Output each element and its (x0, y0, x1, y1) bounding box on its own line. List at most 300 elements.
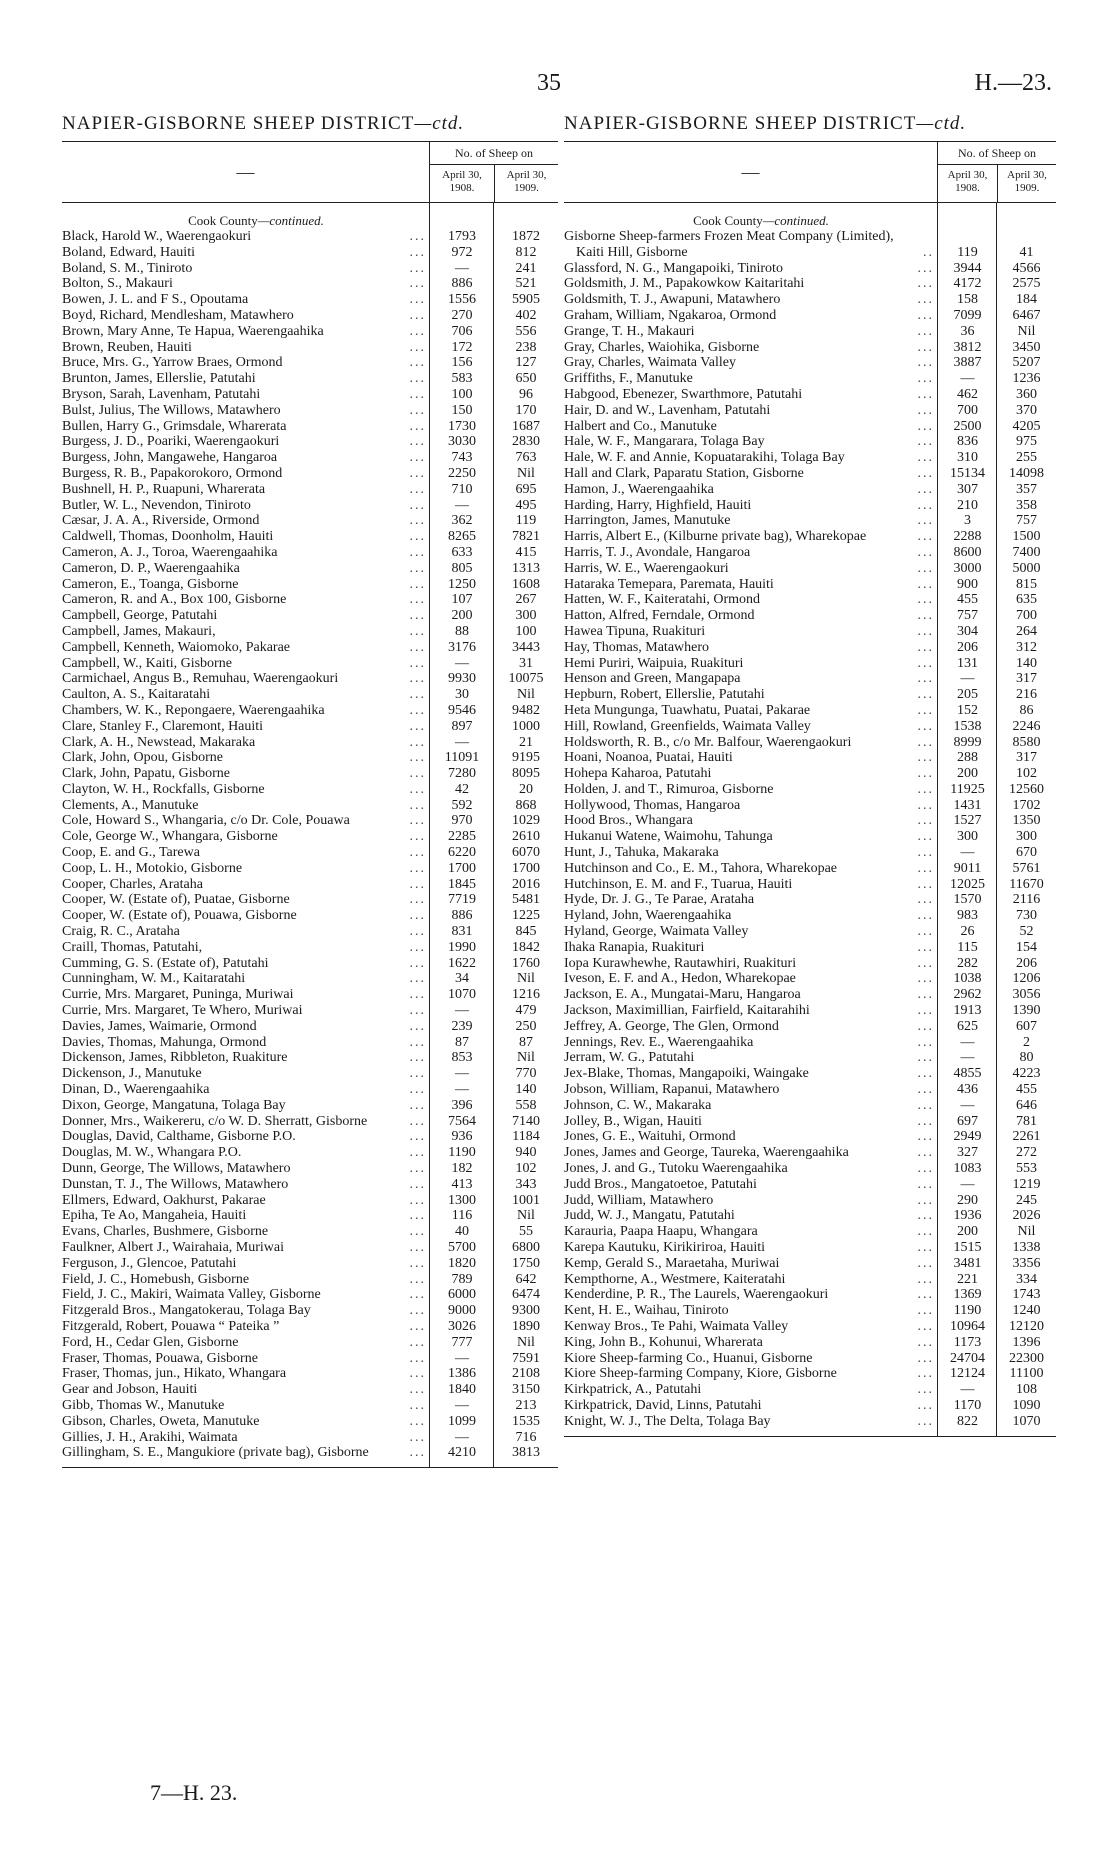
sheep-count-1909: 2016 (512, 876, 540, 892)
left-column-title: NAPIER-GISBORNE SHEEP DISTRICT—ctd. (62, 113, 465, 134)
owner-name: Fraser, Thomas, Pouawa, Gisborne (62, 1350, 258, 1366)
owner-name: Faulkner, Albert J., Wairahaia, Muriwai (62, 1240, 284, 1255)
right-col-1908-head: April 30, 1908. (947, 169, 988, 194)
sheep-count-1909: 7591 (512, 1350, 540, 1366)
table-row (564, 355, 1056, 371)
table-row (564, 766, 1056, 782)
table-row (62, 656, 558, 672)
owner-name: Hukanui Watene, Waimohu, Tahunga (564, 829, 773, 845)
owner-name: Jobson, William, Rapanui, Matawhero (564, 1082, 780, 1098)
table-row (564, 1082, 1056, 1098)
owner-name: Karauria, Paapa Haapu, Whangara (564, 1224, 758, 1240)
owner-name: Habgood, Ebenezer, Swarthmore, Patutahi (564, 386, 803, 402)
owner-name: Douglas, M. W., Whangara P.O. (62, 1145, 242, 1161)
owner-name: Douglas, David, Calthame, Gisborne P.O. (62, 1129, 296, 1145)
sheep-count-1908: 182 (451, 1161, 473, 1177)
sheep-count-1909: 87 (519, 1034, 533, 1050)
table-row (62, 908, 558, 924)
owner-name: Hyde, Dr. J. G., Te Parae, Arataha (564, 892, 755, 908)
sheep-count-1908: 1538 (953, 718, 982, 734)
sheep-count-1909: 2246 (1012, 718, 1041, 734)
owner-name: Cooper, W. (Estate of), Pouawa, Gisborne (62, 908, 297, 924)
owner-name: Hataraka Temepara, Paremata, Hauiti (564, 576, 774, 592)
sheep-count-1909: 8095 (512, 766, 540, 782)
owner-name: Coop, L. H., Motokio, Gisborne (62, 860, 243, 876)
sheep-count-1909: 770 (515, 1066, 537, 1082)
sheep-count-1908: 1913 (953, 1003, 982, 1019)
sheep-count-1909: 3356 (1012, 1255, 1041, 1271)
sheep-count-1909: 1216 (512, 987, 540, 1003)
table-row (62, 1430, 558, 1446)
sheep-count-1909: 1842 (512, 939, 540, 955)
sheep-count-1908: 1700 (448, 860, 476, 876)
sheep-count-1908: — (455, 1003, 469, 1019)
sheep-count-1908: 1845 (448, 876, 476, 892)
owner-name: Boland, S. M., Tiniroto (62, 260, 193, 276)
sheep-count-1909: 9300 (512, 1303, 540, 1319)
left-col-1908-head: April 30, 1908. (442, 169, 482, 194)
sheep-count-1909: 455 (1016, 1082, 1037, 1098)
sheep-count-1908: 436 (957, 1082, 978, 1098)
sheep-count-1908: 7564 (448, 1113, 476, 1129)
table-row (62, 1003, 558, 1019)
sheep-count-1908: 9011 (953, 860, 982, 876)
sheep-count-1908: — (960, 1176, 975, 1192)
sheep-count-1909: 52 (1019, 924, 1034, 940)
sheep-count-1909: Nil (517, 971, 535, 987)
owner-name: Ihaka Ranapia, Ruakituri (564, 939, 705, 955)
sheep-count-1909: 343 (515, 1176, 537, 1192)
owner-name: Cumming, G. S. (Estate of), Patutahi (62, 955, 269, 971)
table-row (62, 1161, 558, 1177)
sheep-count-1908: 8600 (953, 544, 982, 560)
sheep-count-1908: 115 (957, 939, 978, 955)
sheep-count-1908: 396 (451, 1097, 473, 1113)
left-section-heading: Cook County—continued. (188, 213, 324, 228)
sheep-count-1908: 455 (957, 592, 978, 608)
sheep-count-1908: 26 (960, 924, 975, 940)
owner-name: Hatten, W. F., Kaiteratahi, Ormond (564, 592, 761, 608)
table-row (564, 1272, 1056, 1288)
left-sheep-count-head: No. of Sheep on (430, 142, 558, 165)
sheep-count-1908: 9546 (448, 702, 476, 718)
sheep-count-1908: 3030 (448, 434, 476, 450)
owner-name: Cameron, R. and A., Box 100, Gisborne (62, 592, 287, 608)
table-row (564, 1114, 1056, 1130)
sheep-count-1909: 553 (1016, 1161, 1037, 1177)
table-row (564, 1208, 1056, 1224)
sheep-count-1908: 158 (957, 292, 978, 308)
table-row (62, 829, 558, 845)
sheep-count-1908: 1190 (448, 1145, 476, 1161)
table-row (62, 1335, 558, 1351)
owner-name: Gray, Charles, Waiohika, Gisborne (564, 339, 760, 355)
table-row (564, 703, 1056, 719)
page-number: 35 (537, 70, 561, 96)
owner-name: Harding, Harry, Highfield, Hauiti (564, 497, 752, 513)
sheep-count-1908: 3000 (953, 560, 982, 576)
table-row (62, 1256, 558, 1272)
owner-name: Hall and Clark, Paparatu Station, Gisborne (564, 465, 804, 481)
table-row (564, 1240, 1056, 1256)
sheep-count-1908: 4855 (953, 1066, 982, 1082)
sheep-count-1908: 625 (957, 1018, 978, 1034)
sheep-count-1909: 96 (519, 386, 533, 402)
table-row (62, 419, 558, 435)
sheep-count-1908: — (455, 1429, 469, 1445)
sheep-count-1909: 1070 (1012, 1413, 1041, 1429)
table-row (62, 498, 558, 514)
sheep-count-1909: 241 (515, 260, 537, 276)
left-table-body (62, 203, 558, 1467)
sheep-count-1909: 845 (515, 924, 537, 940)
table-row (62, 987, 558, 1003)
sheep-count-1908: 700 (957, 402, 978, 418)
sheep-count-1908: 1431 (953, 797, 982, 813)
sheep-count-1909: 1396 (1012, 1334, 1041, 1350)
owner-name: Fitzgerald Bros., Mangatokerau, Tolaga Bay (62, 1303, 311, 1319)
sheep-count-1909: 1872 (512, 229, 540, 244)
sheep-count-1909: 479 (515, 1003, 537, 1019)
owner-name: Harris, T. J., Avondale, Hangaroa (564, 544, 751, 560)
owner-name: Clayton, W. H., Rockfalls, Gisborne (62, 781, 265, 797)
table-row (62, 845, 558, 861)
table-row (62, 387, 558, 403)
owner-name: Griffiths, F., Manutuke (564, 371, 693, 387)
sheep-count-1909: 1240 (1012, 1303, 1041, 1319)
owner-name: Clare, Stanley F., Claremont, Hauiti (62, 718, 264, 734)
sheep-count-1909: 213 (515, 1397, 537, 1413)
sheep-count-1909: 312 (1016, 639, 1037, 655)
sheep-count-1909: 1890 (512, 1318, 540, 1334)
sheep-count-1909: 635 (1016, 592, 1037, 608)
sheep-count-1908: 9000 (448, 1303, 476, 1319)
sheep-count-1909: 5000 (1012, 560, 1041, 576)
owner-name: Kenway Bros., Te Pahi, Waimata Valley (564, 1318, 789, 1334)
owner-name: Graham, William, Ngakaroa, Ormond (564, 307, 777, 323)
owner-name: Hatton, Alfred, Ferndale, Ormond (564, 608, 755, 624)
owner-name: Hutchinson and Co., E. M., Tahora, Wharekopae (564, 860, 837, 876)
table-row (62, 1177, 558, 1193)
owner-name: Boyd, Richard, Mendlesham, Matawhero (62, 307, 294, 323)
sheep-count-1909: 14098 (1009, 465, 1044, 481)
sheep-count-1909: 140 (515, 1082, 537, 1098)
sheep-count-1908: 1190 (953, 1303, 982, 1319)
table-row (62, 340, 558, 356)
sheep-count-1908: 592 (451, 797, 473, 813)
table-row (62, 877, 558, 893)
sheep-count-1909: 650 (515, 371, 537, 387)
sheep-count-1908: 1820 (448, 1255, 476, 1271)
table-row (62, 782, 558, 798)
sheep-count-1909: 357 (1016, 481, 1037, 497)
sheep-count-1908: 34 (455, 971, 469, 987)
sheep-count-1908: 1936 (953, 1208, 982, 1224)
right-column (564, 113, 1056, 1437)
sheep-count-1908: 1570 (953, 892, 982, 908)
sheep-count-1909: 1219 (1012, 1176, 1041, 1192)
table-row (62, 561, 558, 577)
owner-name: Caulton, A. S., Kaitaratahi (62, 687, 211, 703)
sheep-count-1909: 1000 (512, 718, 540, 734)
owner-name: Henson and Green, Mangapapa (564, 671, 741, 687)
sheep-count-1909: 4566 (1012, 260, 1041, 276)
table-row (564, 450, 1056, 466)
table-row (62, 324, 558, 340)
sheep-count-1909: 1702 (1012, 797, 1041, 813)
table-row (564, 656, 1056, 672)
owner-name: Dunn, George, The Willows, Matawhero (62, 1161, 291, 1177)
table-row (564, 324, 1056, 340)
sheep-count-1909: Nil (517, 1050, 535, 1066)
owner-name: Evans, Charles, Bushmere, Gisborne (62, 1224, 269, 1240)
sheep-count-1909: 334 (1016, 1271, 1037, 1287)
owner-name: Glassford, N. G., Mangapoiki, Tiniroto (564, 260, 783, 276)
table-row (62, 1193, 558, 1209)
table-row (564, 861, 1056, 877)
owner-name: Gibb, Thomas W., Manutuke (62, 1397, 225, 1413)
sheep-count-1908: 1038 (953, 971, 982, 987)
sheep-count-1908: 1173 (953, 1334, 982, 1350)
sheep-count-1908: 239 (451, 1018, 473, 1034)
sheep-count-1909: 2575 (1012, 276, 1041, 292)
owner-name: Campbell, James, Makauri, (62, 623, 216, 639)
table-row (62, 1351, 558, 1367)
owner-name: Dixon, George, Mangatuna, Tolaga Bay (62, 1097, 286, 1113)
sheep-count-1909: 1743 (1012, 1287, 1041, 1303)
sheep-count-1909: 119 (515, 513, 537, 529)
table-row (62, 687, 558, 703)
right-col-1909-head: April 30, 1909. (997, 165, 1056, 202)
sheep-count-1908: 972 (451, 244, 473, 260)
owner-name: Bowen, J. L. and F S., Opoutama (62, 292, 249, 308)
sheep-count-1908: 4172 (953, 276, 982, 292)
sheep-count-1908: 1730 (448, 418, 476, 434)
right-sheep-table (564, 141, 1056, 1437)
sheep-count-1909: 2108 (512, 1366, 540, 1382)
sheep-count-1909: 495 (515, 497, 537, 513)
sheep-count-1909: 607 (1016, 1018, 1037, 1034)
sheep-count-1908: 1250 (448, 576, 476, 592)
owner-name: Dinan, D., Waerengaahika (62, 1082, 210, 1098)
sheep-count-1909: 300 (1016, 829, 1037, 845)
right-column-title: NAPIER-GISBORNE SHEEP DISTRICT—ctd. (564, 113, 967, 134)
owner-name: Cunningham, W. M., Kaitaratahi (62, 971, 246, 987)
owner-name: Cameron, D. P., Waerengaahika (62, 560, 240, 576)
table-row (62, 1240, 558, 1256)
sheep-count-1908: — (455, 1082, 469, 1098)
sheep-count-1908: 4210 (448, 1445, 476, 1461)
sheep-count-1909: 3150 (512, 1382, 540, 1398)
sheep-count-1909: 556 (515, 323, 537, 339)
owner-name: Gray, Charles, Waimata Valley (564, 355, 737, 371)
sheep-count-1909: 21 (519, 734, 533, 750)
table-row (564, 877, 1056, 893)
table-row (62, 1082, 558, 1098)
sheep-count-1909: 1687 (512, 418, 540, 434)
sheep-count-1909: 102 (1016, 766, 1037, 782)
table-row (62, 1224, 558, 1240)
owner-name: Burgess, R. B., Papakorokoro, Ormond (62, 465, 283, 481)
sheep-count-1908: 8999 (953, 734, 982, 750)
table-row (62, 608, 558, 624)
sheep-count-1909: 102 (515, 1161, 537, 1177)
table-row (564, 956, 1056, 972)
sheep-count-1909: 1390 (1012, 1003, 1041, 1019)
table-row (564, 1161, 1056, 1177)
sheep-count-1909: 140 (1016, 655, 1037, 671)
sheep-count-1909: 1029 (512, 813, 540, 829)
table-row (564, 482, 1056, 498)
sheep-count-1908: 200 (957, 1224, 978, 1240)
sheep-count-1909: Nil (1017, 323, 1036, 339)
sheep-count-1909: 2610 (512, 829, 540, 845)
sheep-count-1909: 11670 (1009, 876, 1044, 892)
owner-name: Dickenson, James, Ribbleton, Ruakiture (62, 1050, 288, 1066)
sheep-count-1908: 413 (451, 1176, 473, 1192)
table-row (564, 545, 1056, 561)
sheep-count-1908: 1170 (953, 1397, 982, 1413)
sheep-count-1909: 9195 (512, 750, 540, 766)
table-row (564, 434, 1056, 450)
sheep-count-1908: 107 (451, 592, 473, 608)
owner-name: Cole, Howard S., Whangaria, c/o Dr. Cole, Pouawa (62, 813, 350, 829)
sheep-count-1908: 1386 (448, 1366, 476, 1382)
sheep-count-1909: 730 (1016, 908, 1037, 924)
sheep-count-1909: 1700 (512, 860, 540, 876)
table-row (564, 371, 1056, 387)
sheep-count-1908: 282 (957, 955, 978, 971)
sheep-count-1909: 360 (1016, 386, 1037, 402)
sheep-count-1908: 8265 (448, 529, 476, 545)
table-row (564, 829, 1056, 845)
owner-name: Holdsworth, R. B., c/o Mr. Balfour, Waerengaokuri (564, 734, 852, 750)
sheep-count-1909: 6800 (512, 1240, 540, 1255)
sheep-count-1909: 10075 (508, 671, 544, 687)
sheep-count-1909: Nil (517, 1208, 535, 1224)
owner-name: Kenderdine, P. R., The Laurels, Waerengaokuri (564, 1287, 829, 1303)
owner-name: Field, J. C., Homebush, Gisborne (62, 1271, 250, 1287)
sheep-count-1909: 31 (519, 655, 533, 671)
sheep-count-1908: 633 (451, 544, 473, 560)
sheep-count-1908: 897 (451, 718, 473, 734)
table-row (62, 940, 558, 956)
owner-name: Hawea Tipuna, Ruakituri (564, 623, 706, 639)
table-row (564, 1335, 1056, 1351)
sheep-count-1908: 757 (957, 608, 978, 624)
table-row (62, 245, 558, 261)
table-row (62, 276, 558, 292)
owner-name: Hunt, J., Tahuka, Makaraka (564, 845, 719, 861)
table-row (564, 1224, 1056, 1240)
sheep-count-1908: — (455, 734, 469, 750)
sheep-count-1908: 836 (957, 434, 978, 450)
table-row (62, 434, 558, 450)
sheep-count-1909: 5481 (512, 892, 540, 908)
sheep-count-1908: 5700 (448, 1240, 476, 1255)
sheep-count-1909: 255 (1016, 450, 1037, 466)
sheep-count-1908: 10964 (950, 1318, 985, 1334)
owner-name: Judd Bros., Mangatoetoe, Patutahi (564, 1176, 757, 1192)
sheep-count-1909: 1236 (1012, 371, 1041, 387)
owner-name: Kemp, Gerald S., Maraetaha, Muriwai (564, 1255, 780, 1271)
owner-name: Hale, W. F. and Annie, Kopuatarakihi, Tolaga Bay (564, 450, 845, 466)
sheep-count-1908: 15134 (950, 465, 985, 481)
owner-name: Campbell, Kenneth, Waiomoko, Pakarae (62, 639, 290, 655)
owner-name: Kiore Sheep-farming Co., Huanui, Gisborne (564, 1350, 813, 1366)
owner-name: Clark, John, Opou, Gisborne (62, 750, 223, 766)
sheep-count-1908: 1083 (953, 1161, 982, 1177)
sheep-count-1908: 1515 (953, 1240, 982, 1255)
sheep-count-1908: 1556 (448, 292, 476, 308)
right-section-heading: Cook County—continued. (693, 213, 829, 228)
owner-name: Craill, Thomas, Patutahi, (62, 939, 203, 955)
owner-name: Halbert and Co., Manutuke (564, 418, 717, 434)
sheep-count-1909: Nil (1017, 1224, 1036, 1240)
sheep-count-1909: 642 (515, 1271, 537, 1287)
owner-name: Harrington, James, Manutuke (564, 513, 731, 529)
owner-name: Currie, Mrs. Margaret, Te Whero, Muriwai (62, 1003, 303, 1019)
table-row (564, 1145, 1056, 1161)
owner-name: Chambers, W. K., Repongaere, Waerengaahika (62, 702, 325, 718)
table-row (564, 1035, 1056, 1051)
table-row (564, 513, 1056, 529)
sheep-count-1908: 7719 (448, 892, 476, 908)
sheep-count-1908: 777 (451, 1334, 473, 1350)
sheep-count-1909: 317 (1016, 671, 1037, 687)
sheep-count-1908: 805 (451, 560, 473, 576)
table-row (62, 735, 558, 751)
table-row (564, 924, 1056, 940)
sheep-count-1908: 30 (455, 687, 469, 703)
owner-name: Bryson, Sarah, Lavenham, Patutahi (62, 386, 261, 402)
owner-name: Hohepa Kaharoa, Patutahi (564, 766, 712, 782)
sheep-count-1909: 238 (515, 339, 537, 355)
table-row (62, 1035, 558, 1051)
sheep-count-1908: 2288 (953, 529, 982, 545)
owner-name: Currie, Mrs. Margaret, Puninga, Muriwai (62, 987, 294, 1003)
sheep-count-1909: 3450 (1012, 339, 1041, 355)
sheep-count-1909: 5905 (512, 292, 540, 308)
table-row (62, 1145, 558, 1161)
sheep-count-1909: 646 (1016, 1097, 1037, 1113)
owner-name: Heta Mungunga, Tuawhatu, Puatai, Pakarae (564, 702, 811, 718)
table-row (62, 1098, 558, 1114)
table-row (62, 813, 558, 829)
owner-name: Harris, W. E., Waerengaokuri (564, 560, 729, 576)
sheep-count-1908: 983 (957, 908, 978, 924)
sheep-count-1908: — (455, 1397, 469, 1413)
sheep-count-1909: 6070 (512, 845, 540, 861)
owner-name: Jones, J. and G., Tutoku Waerengaahika (564, 1161, 788, 1177)
sheep-count-1908: 3887 (953, 355, 982, 371)
sheep-count-1909: 402 (515, 307, 537, 323)
sheep-count-1908: 789 (451, 1271, 473, 1287)
sheep-count-1908: 1300 (448, 1192, 476, 1208)
sheep-count-1909: 9482 (512, 702, 540, 718)
sheep-count-1908: 1099 (448, 1413, 476, 1429)
sheep-count-1908: 362 (451, 513, 473, 529)
sheep-count-1908: 12025 (950, 876, 985, 892)
sheep-count-1908: — (960, 1097, 975, 1113)
owner-name: Jerram, W. G., Patutahi (564, 1050, 695, 1066)
sheep-count-1908: 583 (451, 371, 473, 387)
right-sheep-count-head: No. of Sheep on (938, 142, 1056, 165)
sheep-count-1908: 152 (957, 702, 978, 718)
sheep-count-1908: 900 (957, 576, 978, 592)
owner-name: Cooper, W. (Estate of), Puatae, Gisborne (62, 892, 290, 908)
owner-name: Jones, James and George, Taureka, Waerengaahika (564, 1145, 849, 1161)
